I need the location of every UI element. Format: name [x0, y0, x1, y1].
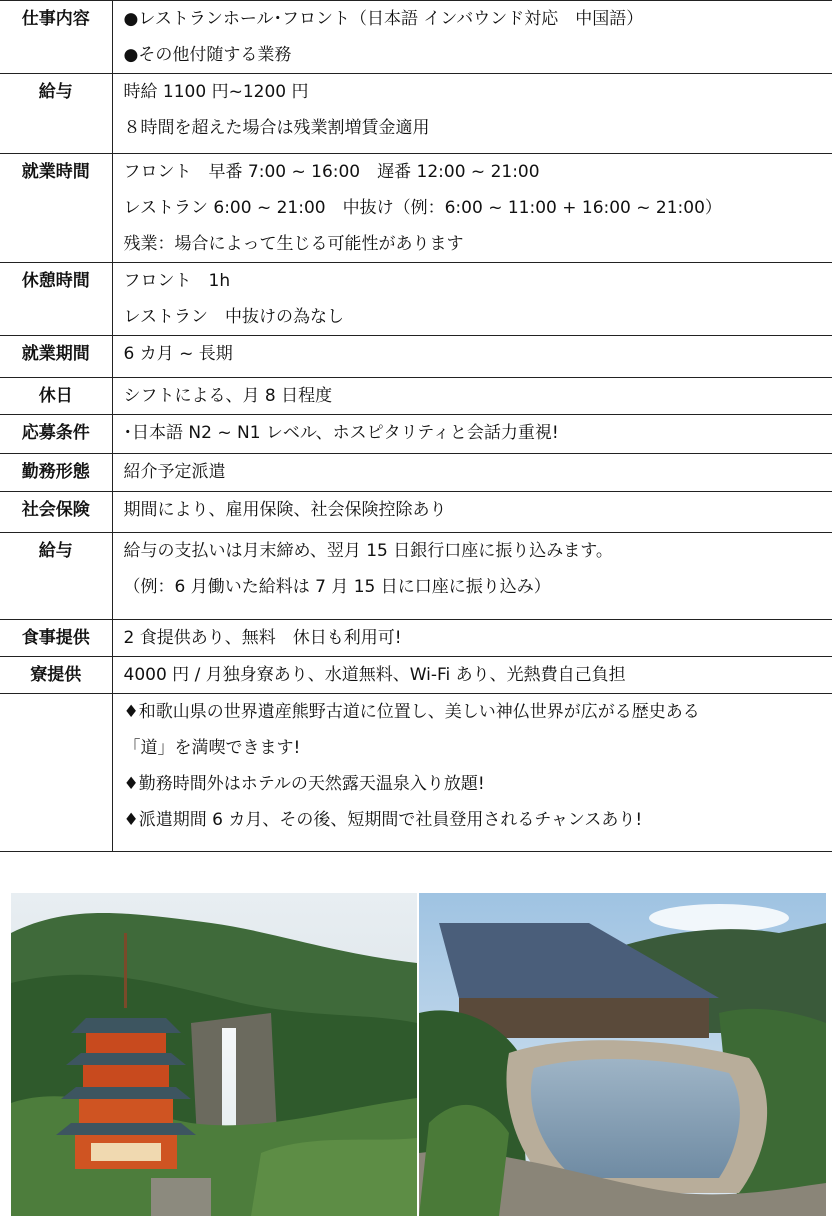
row-salary	[0, 74, 832, 154]
row-label: 社会保険	[0, 492, 112, 533]
content-line: 期間により、雇用保険、社会保険控除あり	[123, 500, 447, 520]
content-line: レストラン 中抜けの為なし	[123, 307, 344, 327]
content-line: 給与の支払いは月末締め、翌月 15 日銀行口座に振り込みます。	[123, 541, 613, 561]
content-line: ●レストランホール･フロント（日本語 インバウンド対応 中国語）	[123, 9, 644, 29]
row-label: 就業時間	[0, 154, 112, 263]
content-line: シフトによる、月 8 日程度	[123, 386, 333, 406]
content-line: 「道」を満喫できます!	[123, 738, 301, 758]
row-label: 食事提供	[0, 620, 112, 657]
row-label	[0, 694, 112, 852]
row-highlights	[0, 694, 832, 852]
row-content	[112, 336, 832, 378]
content-line: ♦勤務時間外はホテルの天然露天温泉入り放題!	[123, 774, 485, 794]
content-line: 時給 1100 円~1200 円	[123, 82, 309, 102]
row-working-hours	[0, 154, 832, 263]
row-label: 休憩時間	[0, 263, 112, 336]
row-social-insurance	[0, 492, 832, 533]
content-line: レストラン 6:00 ~ 21:00 中抜け（例：6:00 ~ 11:00 + 16:00 ~ 21:00）	[123, 198, 722, 218]
row-content	[112, 620, 832, 657]
row-content	[112, 454, 832, 492]
row-content	[112, 694, 832, 852]
row-content	[112, 415, 832, 454]
content-line: 紹介予定派遣	[123, 462, 226, 482]
row-content	[112, 74, 832, 154]
photo-strip	[0, 893, 832, 1221]
row-label: 応募条件	[0, 415, 112, 454]
row-employment-type	[0, 454, 832, 492]
content-line: ♦和歌山県の世界遺産熊野古道に位置し、美しい神仏世界が広がる歴史ある	[123, 702, 700, 722]
content-line: ･日本語 N2 ~ N1 レベル、ホスピタリティと会話力重視!	[123, 423, 559, 443]
onsen-photo	[419, 893, 826, 1216]
content-line: 6 カ月 ~ 長期	[123, 344, 233, 364]
row-label: 休日	[0, 378, 112, 415]
row-content	[112, 533, 832, 620]
row-break-time	[0, 263, 832, 336]
row-label: 勤務形態	[0, 454, 112, 492]
row-content	[112, 263, 832, 336]
content-line: ●その他付随する業務	[123, 45, 292, 65]
content-line: 2 食提供あり、無料 休日も利用可!	[123, 628, 402, 648]
row-job-content	[0, 1, 832, 74]
content-line: フロント 1h	[123, 271, 231, 291]
row-employment-period	[0, 336, 832, 378]
row-content	[112, 492, 832, 533]
row-content	[112, 1, 832, 74]
row-dormitory	[0, 657, 832, 694]
content-line: （例：6 月働いた給料は 7 月 15 日に口座に振り込み）	[123, 577, 551, 597]
row-meals	[0, 620, 832, 657]
row-requirements	[0, 415, 832, 454]
row-label: 仕事内容	[0, 1, 112, 74]
row-label: 給与	[0, 74, 112, 154]
row-label: 給与	[0, 533, 112, 620]
row-salary	[0, 533, 832, 620]
pagoda-waterfall-photo	[11, 893, 417, 1216]
row-content	[112, 154, 832, 263]
content-line: ♦派遣期間 6 カ月、その後、短期間で社員登用されるチャンスあり!	[123, 810, 643, 830]
row-label: 寮提供	[0, 657, 112, 694]
row-content	[112, 378, 832, 415]
row-content	[112, 657, 832, 694]
content-line: 残業：場合によって生じる可能性があります	[123, 234, 464, 254]
content-line: 4000 円 / 月独身寮あり、水道無料、Wi-Fi あり、光熱費自己負担	[123, 665, 626, 685]
row-label: 就業期間	[0, 336, 112, 378]
content-line: ８時間を超えた場合は残業割増賃金適用	[123, 118, 430, 138]
row-holidays	[0, 378, 832, 415]
content-line: フロント 早番 7:00 ~ 16:00 遅番 12:00 ~ 21:00	[123, 162, 540, 182]
